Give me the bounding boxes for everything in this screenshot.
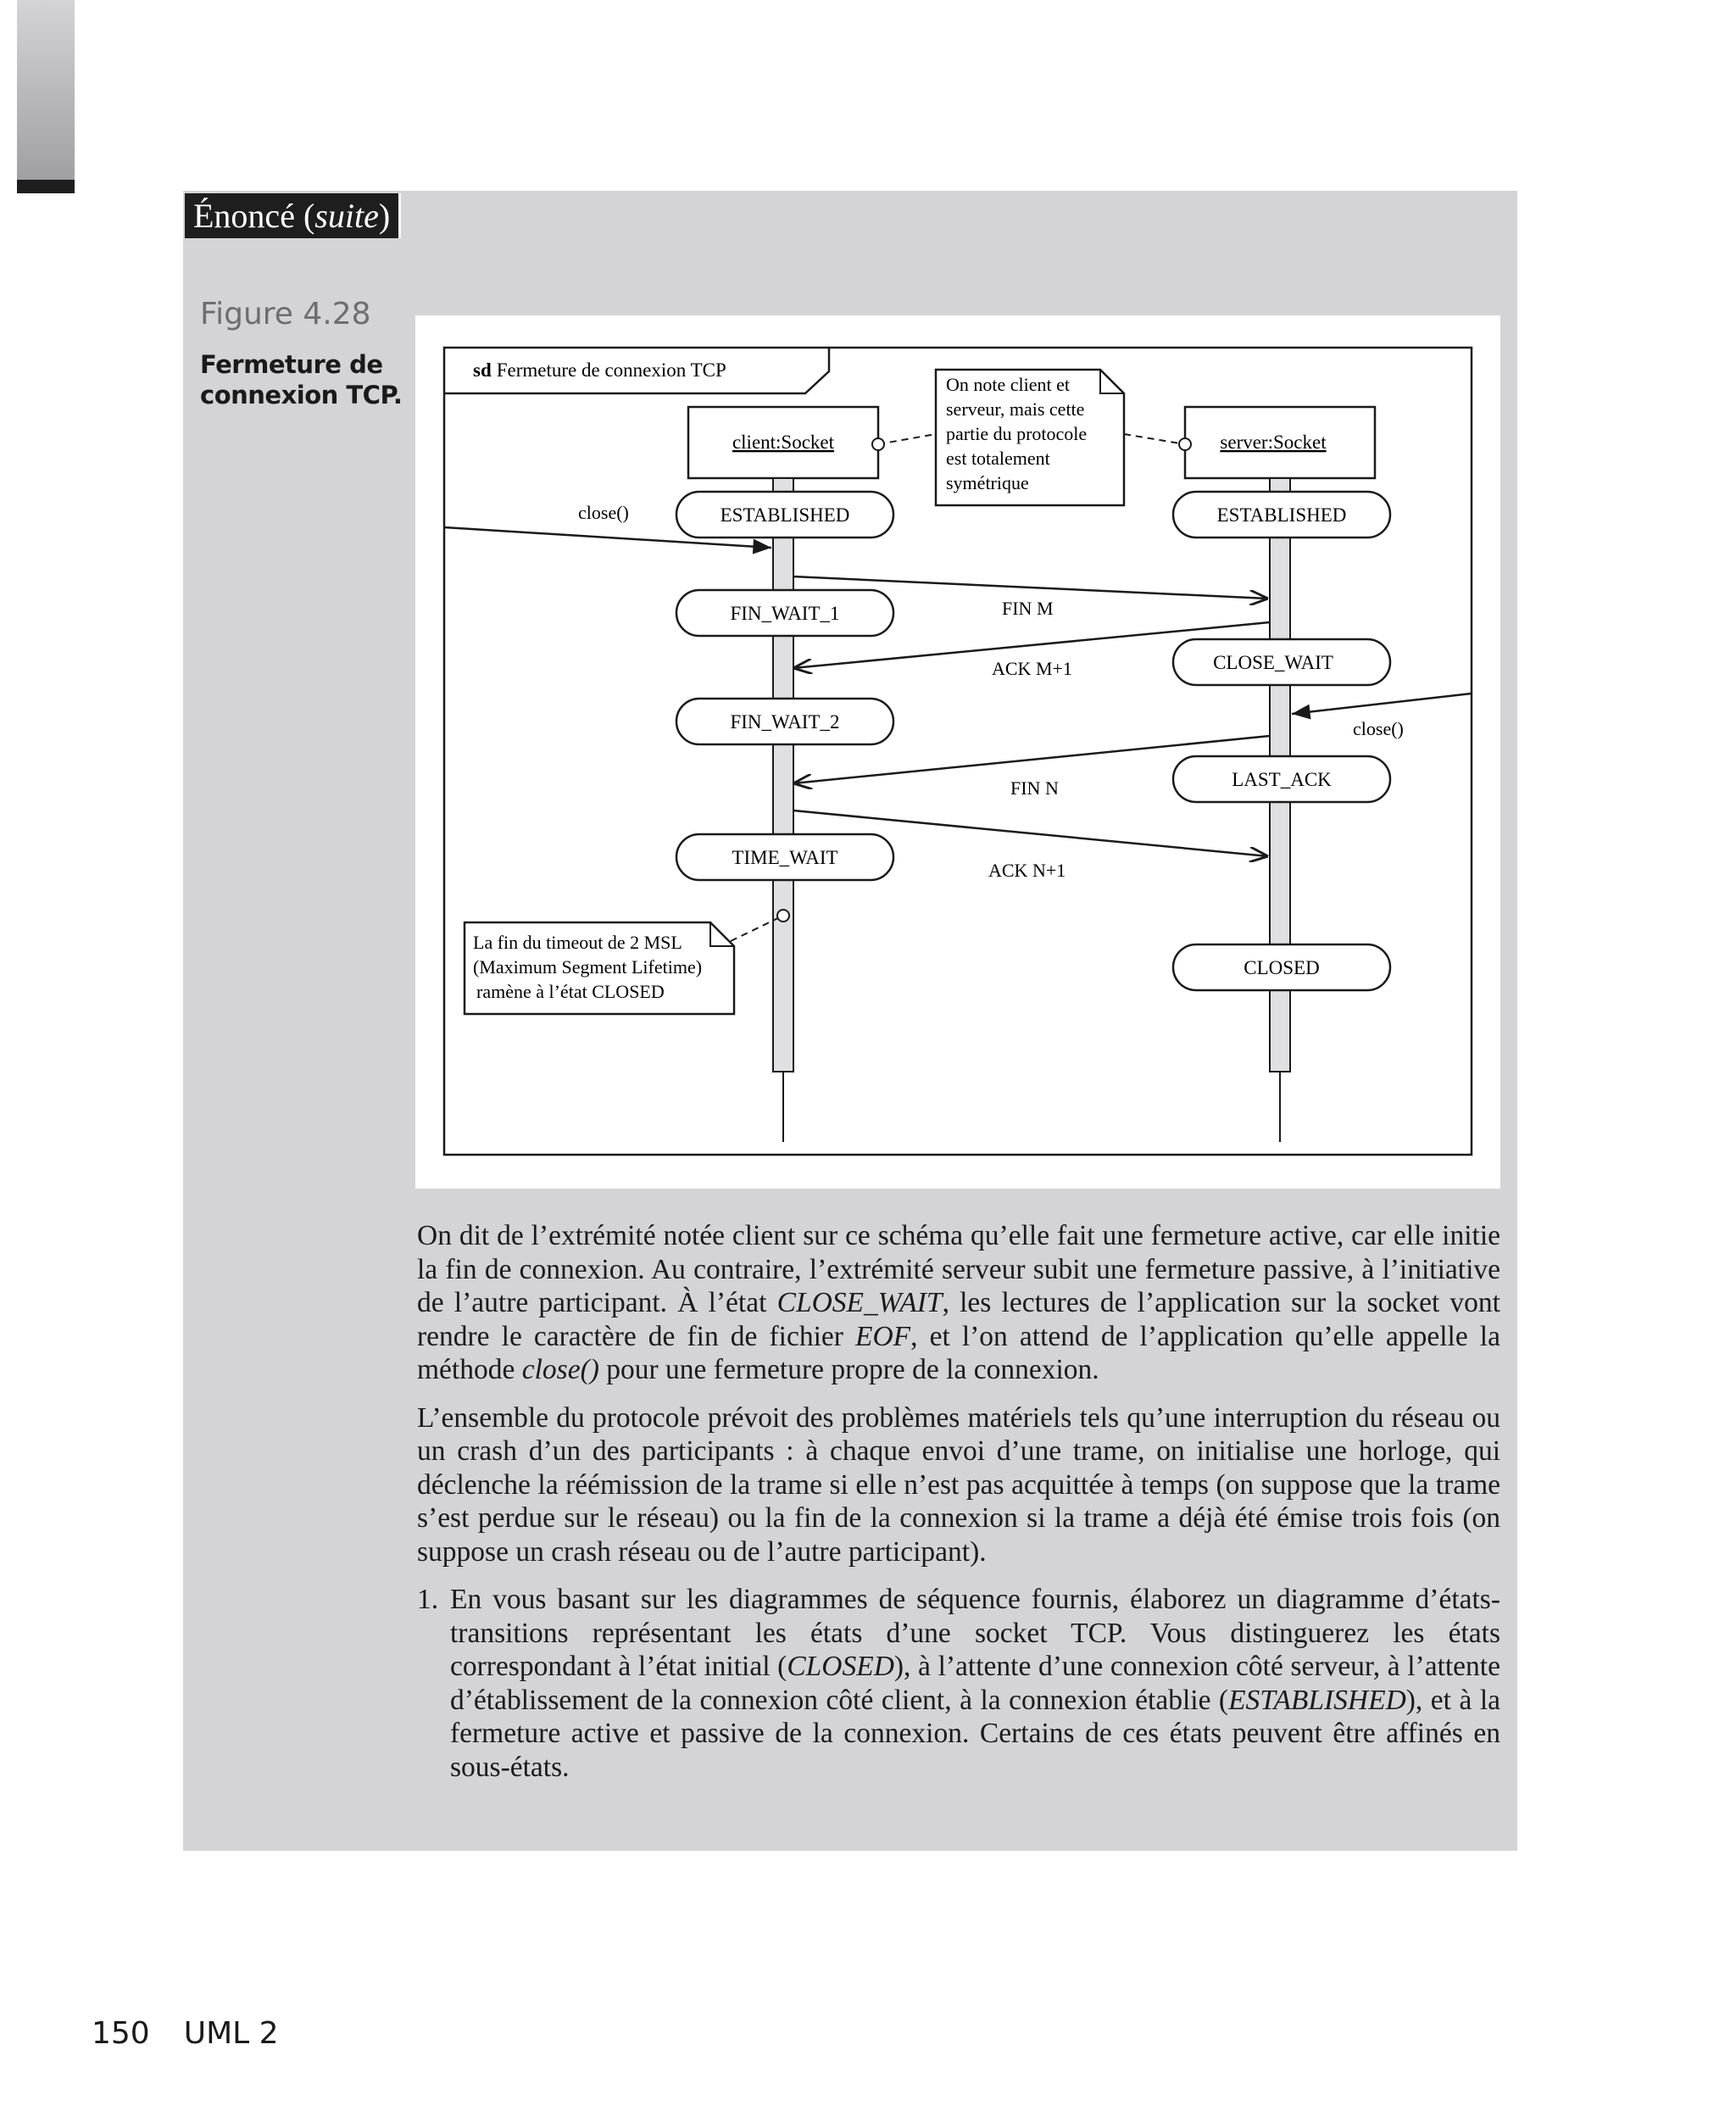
message-ack-n-label: ACK N+1 bbox=[988, 860, 1066, 881]
client-state-fin-wait-1-label: FIN_WAIT_1 bbox=[730, 603, 840, 624]
thumb-index-tab bbox=[17, 0, 75, 193]
message-fin-m-label: FIN M bbox=[1002, 598, 1054, 619]
client-lifeline-label: client:Socket bbox=[732, 432, 835, 453]
question-list bbox=[417, 1583, 1500, 1784]
server-lifeline-label: server:Socket bbox=[1220, 432, 1327, 453]
sd-frame-title bbox=[473, 359, 726, 381]
paragraph-active-closing: On dit de l’extrémité notée client sur ce schéma qu’elle fait une fermeture active, car elle initie la fin de connexion. Au contraire, l’extrémité serveur subit une fermeture passive, à l’initiative de l’autre participant. À l’état CLOSE_WAIT, les lectures de l’application sur la socket vont rendre le caractère de fin de fichier EOF, et l’on attend de l’application qu’elle appelle la méthode close() pour une fermeture propre de la connexion. bbox=[417, 1220, 1500, 1385]
sequence-diagram bbox=[415, 315, 1500, 1189]
server-state-established-label: ESTABLISHED bbox=[1216, 504, 1347, 526]
message-close-server-label: close() bbox=[1353, 718, 1404, 739]
page-footer bbox=[92, 2016, 279, 2051]
body-text bbox=[417, 1219, 1500, 1784]
question-number: 1. bbox=[417, 1584, 439, 1615]
section-label-text: Énoncé bbox=[193, 197, 295, 235]
message-ack-m-label: ACK M+1 bbox=[992, 658, 1072, 679]
message-close-server bbox=[1292, 694, 1472, 714]
message-close-client-label: close() bbox=[578, 502, 629, 523]
paragraph-protocol-failures: L’ensemble du protocole prévoit des problèmes matériels tels qu’une interruption du réseau ou un crash d’un des participants : à chaque envoi d’une trame, on initialise une horloge, qui déclenche la réémission de la trame si elle n’est pas acquittée à temps (on suppose que la trame s’est perdue sur le réseau) ou la fin de la connexion si la trame a déjà été émise trois fois (on suppose un crash réseau ou de l’autre participant). bbox=[417, 1401, 1500, 1568]
figure-number: Figure 4.28 bbox=[200, 297, 371, 331]
server-state-close-wait-label: CLOSE_WAIT bbox=[1213, 652, 1333, 673]
client-state-fin-wait-2-label: FIN_WAIT_2 bbox=[730, 711, 840, 733]
client-state-time-wait-label: TIME_WAIT bbox=[732, 847, 838, 868]
client-state-established-label: ESTABLISHED bbox=[720, 504, 850, 526]
sequence-diagram-figure bbox=[415, 315, 1500, 1189]
message-fin-n-label: FIN N bbox=[1010, 777, 1059, 799]
figure-caption: Fermeture de connexion TCP. bbox=[200, 350, 403, 409]
server-state-closed-label: CLOSED bbox=[1244, 957, 1320, 978]
section-label-suffix: suite bbox=[314, 197, 379, 235]
server-state-last-ack-label: LAST_ACK bbox=[1232, 769, 1332, 790]
question-item: 1. En vous basant sur les diagrammes de séquence fournis, élaborez un diagramme d’états-transitions représentant les états d’une socket TCP. Vous distinguerez les états correspondant à l’état initial (CLOSED), à l’attente d’une connexion côté serveur, à l’attente d’établissement de la connexion côté client, à la connexion établie (ESTABLISHED), et à la fermeture active et passive de la connexion. Certains de ces états peuvent être affinés en sous-états. bbox=[417, 1584, 1500, 1783]
sd-title: Fermeture de connexion TCP bbox=[496, 359, 726, 381]
note-symmetric-text: On note client et serveur, mais cette partie du protocole est totalement symétrique bbox=[946, 374, 1088, 493]
note-link-client bbox=[878, 434, 936, 444]
page-number: 150 bbox=[92, 2016, 150, 2051]
sd-keyword: sd bbox=[473, 359, 492, 381]
note-link-server bbox=[1124, 434, 1185, 444]
book-title: UML 2 bbox=[183, 2016, 279, 2051]
section-label: Énoncé (suite) bbox=[185, 193, 401, 238]
note-timeout-text: La fin du timeout de 2 MSL (Maximum Segment Lifetime) ramène à l’état CLOSED bbox=[473, 932, 703, 1002]
